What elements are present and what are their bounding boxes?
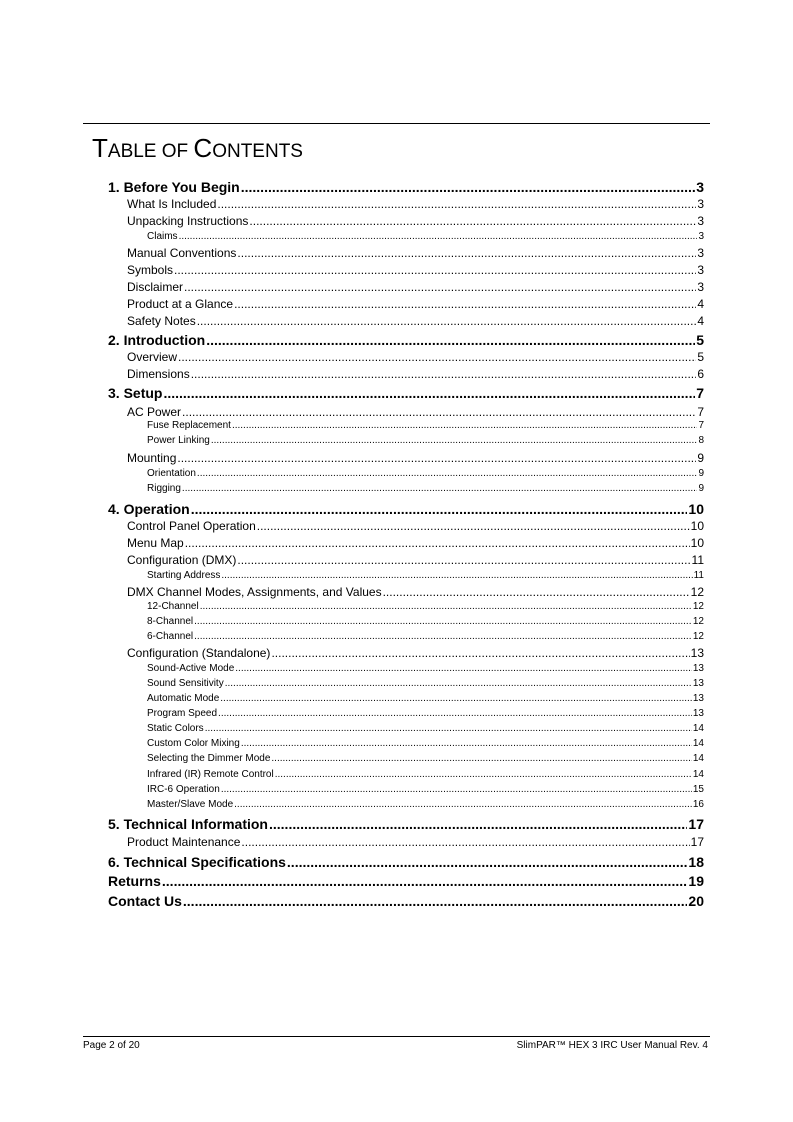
toc-dot-leader — [179, 230, 698, 244]
toc-entry-label: What Is Included — [127, 197, 217, 211]
toc-dot-leader — [241, 737, 692, 751]
toc-entry-page-number: 5 — [697, 350, 704, 364]
toc-dot-leader — [191, 366, 697, 382]
toc-entry-page-number: 6 — [697, 367, 704, 381]
toc-dot-leader — [257, 518, 690, 534]
toc-entry-page-number: 18 — [688, 854, 704, 870]
toc-entry-page-number: 12 — [692, 631, 704, 642]
toc-entry-level-1[interactable] — [108, 892, 704, 910]
toc-dot-leader — [383, 584, 690, 600]
toc-dot-leader — [287, 853, 688, 871]
toc-entry-label: Sound Sensitivity — [147, 678, 224, 689]
toc-entry-label: Product Maintenance — [127, 835, 241, 849]
toc-entry-page-number: 13 — [692, 693, 704, 704]
toc-dot-leader — [211, 434, 698, 448]
toc-entry-level-3[interactable] — [147, 434, 704, 448]
toc-entry-level-2[interactable] — [127, 296, 704, 312]
toc-dot-leader — [234, 798, 692, 812]
top-rule — [83, 123, 710, 124]
page-title — [92, 133, 303, 167]
toc-entry-page-number: 3 — [696, 179, 704, 195]
toc-entry-label: Mounting — [127, 451, 177, 465]
toc-entry-page-number: 10 — [690, 536, 704, 550]
toc-entry-level-3[interactable] — [147, 615, 704, 629]
toc-dot-leader — [177, 450, 696, 466]
toc-dot-leader — [191, 500, 688, 518]
toc-entry-label: Contact Us — [108, 893, 182, 909]
toc-entry-label: IRC-6 Operation — [147, 784, 220, 795]
toc-entry-level-1[interactable] — [108, 178, 704, 196]
toc-dot-leader — [271, 752, 691, 766]
toc-dot-leader — [200, 600, 692, 614]
toc-entry-label: Safety Notes — [127, 314, 196, 328]
toc-entry-page-number: 3 — [697, 263, 704, 277]
toc-dot-leader — [234, 296, 696, 312]
toc-entry-page-number: 3 — [697, 197, 704, 211]
toc-entry-page-number: 7 — [697, 405, 704, 419]
toc-entry-page-number: 4 — [697, 297, 704, 311]
toc-entry-page-number: 9 — [698, 483, 704, 494]
toc-entry-page-number: 12 — [692, 601, 704, 612]
toc-entry-label: Sound-Active Mode — [147, 663, 235, 674]
toc-dot-leader — [162, 872, 688, 890]
toc-entry-label: DMX Channel Modes, Assignments, and Values — [127, 585, 382, 599]
toc-dot-leader — [269, 815, 687, 833]
toc-entry-page-number: 14 — [692, 753, 704, 764]
toc-entry-page-number: 13 — [692, 663, 704, 674]
toc-entry-label: Fuse Replacement — [147, 420, 231, 431]
toc-entry-level-3[interactable] — [147, 768, 704, 782]
toc-entry-label: Unpacking Instructions — [127, 214, 249, 228]
title-cap-2: C — [193, 133, 213, 163]
toc-entry-page-number: 17 — [690, 835, 704, 849]
toc-entry-label: Automatic Mode — [147, 693, 220, 704]
toc-entry-label: 6. Technical Specifications — [108, 854, 286, 870]
toc-entry-label: Orientation — [147, 468, 196, 479]
toc-entry-label: Configuration (DMX) — [127, 553, 237, 567]
toc-entry-label: Dimensions — [127, 367, 190, 381]
toc-entry-level-2[interactable] — [127, 196, 704, 212]
toc-dot-leader — [241, 834, 689, 850]
toc-entry-level-2[interactable] — [127, 313, 704, 329]
toc-entry-label: 2. Introduction — [108, 332, 206, 348]
toc-dot-leader — [185, 535, 690, 551]
toc-dot-leader — [163, 384, 695, 402]
toc-entry-level-2[interactable] — [127, 584, 704, 600]
toc-entry-page-number: 14 — [692, 738, 704, 749]
toc-entry-level-3[interactable] — [147, 752, 704, 766]
toc-dot-leader — [174, 262, 696, 278]
toc-entry-label: Custom Color Mixing — [147, 738, 240, 749]
toc-entry-page-number: 5 — [696, 332, 704, 348]
toc-dot-leader — [194, 630, 692, 644]
title-rest-1: ABLE OF — [107, 141, 194, 162]
toc-entry-label: 6-Channel — [147, 631, 194, 642]
toc-dot-leader — [249, 213, 696, 229]
toc-dot-leader — [206, 331, 695, 349]
toc-entry-level-2[interactable] — [127, 366, 704, 382]
toc-entry-level-3[interactable] — [147, 600, 704, 614]
toc-entry-label: Master/Slave Mode — [147, 799, 234, 810]
toc-dot-leader — [271, 645, 689, 661]
toc-entry-level-2[interactable] — [127, 518, 704, 534]
toc-entry-label: Selecting the Dimmer Mode — [147, 753, 271, 764]
toc-entry-level-2[interactable] — [127, 245, 704, 261]
toc-entry-label: Control Panel Operation — [127, 519, 256, 533]
toc-entry-page-number: 13 — [692, 708, 704, 719]
toc-dot-leader — [205, 722, 692, 736]
toc-entry-label: Claims — [147, 231, 178, 242]
toc-entry-page-number: 9 — [697, 451, 704, 465]
toc-entry-page-number: 14 — [692, 769, 704, 780]
toc-entry-label: Symbols — [127, 263, 174, 277]
toc-dot-leader — [178, 349, 696, 365]
toc-entry-label: 8-Channel — [147, 616, 194, 627]
toc-dot-leader — [221, 783, 692, 797]
title-rest-2: ONTENTS — [212, 141, 303, 162]
toc-entry-level-3[interactable] — [147, 630, 704, 644]
toc-entry-level-3[interactable] — [147, 677, 704, 691]
toc-entry-label: Manual Conventions — [127, 246, 237, 260]
toc-entry-level-3[interactable] — [147, 692, 704, 706]
toc-entry-page-number: 4 — [697, 314, 704, 328]
toc-entry-level-1[interactable] — [108, 853, 704, 871]
toc-entry-label: Overview — [127, 350, 178, 364]
toc-entry-label: Infrared (IR) Remote Control — [147, 769, 274, 780]
toc-entry-label: Power Linking — [147, 435, 210, 446]
toc-dot-leader — [197, 313, 697, 329]
toc-entry-label: 12-Channel — [147, 601, 199, 612]
toc-entry-page-number: 9 — [698, 468, 704, 479]
toc-entry-level-2[interactable] — [127, 349, 704, 365]
toc-entry-level-3[interactable] — [147, 569, 704, 583]
toc-entry-page-number: 12 — [690, 585, 704, 599]
title-cap-1: T — [92, 133, 108, 163]
toc-entry-level-3[interactable] — [147, 707, 704, 721]
toc-dot-leader — [217, 196, 696, 212]
footer-page-number: Page 2 of 20 — [83, 1040, 140, 1051]
toc-entry-level-3[interactable] — [147, 482, 704, 496]
toc-entry-level-1[interactable] — [108, 872, 704, 890]
toc-entry-label: Static Colors — [147, 723, 204, 734]
toc-dot-leader — [220, 692, 692, 706]
toc-entry-page-number: 10 — [690, 519, 704, 533]
toc-entry-page-number: 7 — [696, 385, 704, 401]
toc-entry-level-1[interactable] — [108, 384, 704, 402]
toc-entry-label: Disclaimer — [127, 280, 184, 294]
toc-entry-label: 5. Technical Information — [108, 816, 268, 832]
toc-entry-page-number: 20 — [688, 893, 704, 909]
toc-entry-label: AC Power — [127, 405, 182, 419]
toc-dot-leader — [182, 404, 696, 420]
toc-dot-leader — [241, 178, 695, 196]
toc-entry-level-1[interactable] — [108, 815, 704, 833]
toc-entry-page-number: 8 — [698, 435, 704, 446]
toc-dot-leader — [235, 662, 692, 676]
toc-dot-leader — [237, 552, 690, 568]
toc-entry-level-2[interactable] — [127, 404, 704, 420]
toc-entry-page-number: 11 — [693, 570, 704, 581]
toc-entry-page-number: 3 — [698, 231, 704, 242]
toc-entry-page-number: 3 — [697, 246, 704, 260]
toc-entry-label: Rigging — [147, 483, 181, 494]
toc-entry-page-number: 12 — [692, 616, 704, 627]
toc-entry-page-number: 13 — [690, 646, 704, 660]
toc-entry-level-2[interactable] — [127, 645, 704, 661]
toc-dot-leader — [218, 707, 692, 721]
toc-entry-label: 3. Setup — [108, 385, 163, 401]
toc-entry-page-number: 15 — [692, 784, 704, 795]
toc-dot-leader — [197, 467, 698, 481]
toc-dot-leader — [275, 768, 692, 782]
toc-entry-level-2[interactable] — [127, 552, 704, 568]
toc-dot-leader — [194, 615, 692, 629]
toc-entry-label: Product at a Glance — [127, 297, 234, 311]
footer-rule — [83, 1036, 710, 1037]
toc-dot-leader — [221, 569, 692, 583]
toc-entry-label: 4. Operation — [108, 501, 190, 517]
toc-entry-level-3[interactable] — [147, 467, 704, 481]
toc-entry-level-1[interactable] — [108, 500, 704, 518]
toc-entry-page-number: 16 — [692, 799, 704, 810]
toc-entry-level-3[interactable] — [147, 662, 704, 676]
toc-entry-level-2[interactable] — [127, 279, 704, 295]
toc-dot-leader — [184, 279, 696, 295]
toc-entry-level-1[interactable] — [108, 331, 704, 349]
toc-entry-page-number: 7 — [698, 420, 704, 431]
toc-entry-level-3[interactable] — [147, 419, 704, 433]
toc-dot-leader — [183, 892, 688, 910]
toc-entry-level-2[interactable] — [127, 213, 704, 229]
footer-manual-title: SlimPAR™ HEX 3 IRC User Manual Rev. 4 — [516, 1040, 708, 1051]
toc-entry-level-2[interactable] — [127, 535, 704, 551]
toc-entry-page-number: 11 — [691, 553, 704, 567]
toc-entry-label: 1. Before You Begin — [108, 179, 240, 195]
toc-entry-level-3[interactable] — [147, 722, 704, 736]
toc-entry-label: Menu Map — [127, 536, 184, 550]
toc-dot-leader — [237, 245, 696, 261]
toc-entry-page-number: 10 — [688, 501, 704, 517]
toc-entry-page-number: 17 — [688, 816, 704, 832]
toc-entry-page-number: 3 — [697, 280, 704, 294]
toc-dot-leader — [182, 482, 698, 496]
toc-entry-level-3[interactable] — [147, 230, 704, 244]
toc-entry-level-2[interactable] — [127, 450, 704, 466]
toc-entry-label: Configuration (Standalone) — [127, 646, 271, 660]
toc-entry-level-3[interactable] — [147, 737, 704, 751]
toc-entry-page-number: 14 — [692, 723, 704, 734]
toc-entry-label: Returns — [108, 873, 161, 889]
toc-entry-label: Starting Address — [147, 570, 221, 581]
toc-entry-level-3[interactable] — [147, 783, 704, 797]
toc-entry-page-number: 13 — [692, 678, 704, 689]
toc-entry-page-number: 3 — [697, 214, 704, 228]
toc-entry-level-2[interactable] — [127, 262, 704, 278]
toc-entry-level-3[interactable] — [147, 798, 704, 812]
toc-entry-page-number: 19 — [688, 873, 704, 889]
toc-entry-label: Program Speed — [147, 708, 218, 719]
toc-entry-level-2[interactable] — [127, 834, 704, 850]
toc-dot-leader — [232, 419, 698, 433]
toc-dot-leader — [225, 677, 692, 691]
